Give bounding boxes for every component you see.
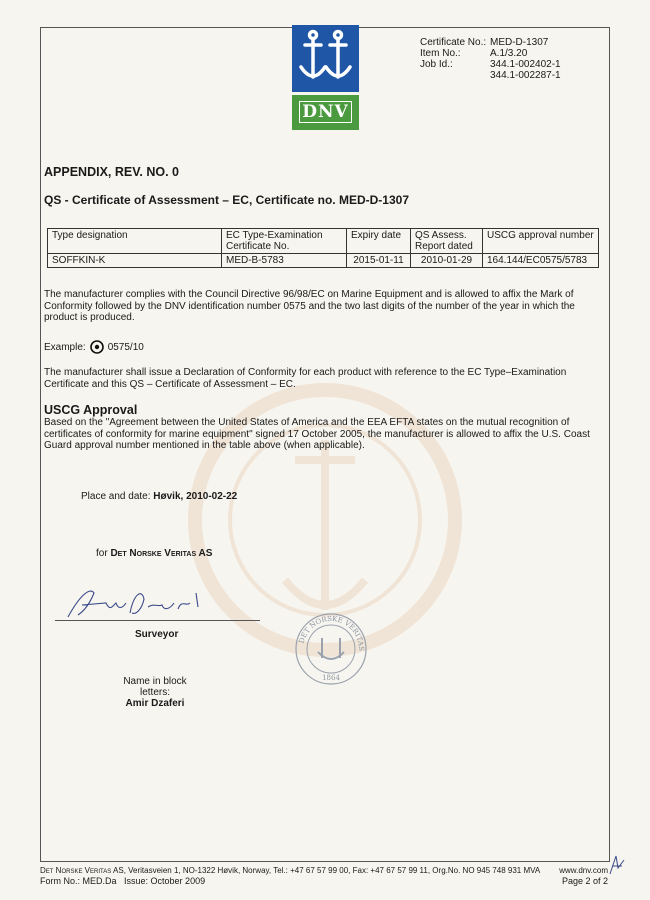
for-prefix: for (96, 548, 108, 559)
place-date-value: Høvik, 2010-02-22 (153, 491, 238, 502)
job-id-value-1: 344.1-002402-1 (490, 59, 561, 70)
declaration-paragraph: The manufacturer shall issue a Declaration of Conformity for each product with reference to the EC Type–Examination Certificate and this QS – Certificate of Assessment – EC. (44, 367, 567, 390)
certificate-info (420, 37, 561, 81)
place-date-label: Place and date: (81, 491, 151, 502)
example-mark: 0575/10 (107, 341, 144, 353)
example-line (44, 340, 144, 354)
table-header: Type designation (48, 229, 222, 254)
item-no-value: A.1/3.20 (490, 48, 528, 59)
table-header: Expiry date (347, 229, 411, 254)
dnv-logo (292, 25, 359, 130)
name-block-name: Amir Dzaferi (125, 698, 185, 709)
for-company-line (96, 548, 212, 559)
product-table (47, 228, 599, 268)
table-cell: MED-B-5783 (222, 254, 347, 268)
footer-address-line: Det Norske Veritas AS, Veritasveien 1, NO-1322 Høvik, Norway, Tel.: +47 67 57 99 00, Fax: +47 67 57 99 11, Org.No. NO 945 748 931 MVA (40, 866, 541, 875)
conformity-paragraph: The manufacturer complies with the Council Directive 96/98/EC on Marine Equipment and is allowed to affix the Mark of Conformity followed by the DNV identification number 0575 and the two last digits of the number of the year in which the product is produced. (44, 289, 575, 323)
footer-website: www.dnv.com (559, 866, 608, 875)
cert-no-value: MED-D-1307 (490, 37, 549, 48)
table-header: EC Type-Examination Certificate No. (222, 229, 347, 254)
initials-mark (606, 852, 628, 878)
place-and-date (81, 491, 237, 502)
footer (40, 866, 608, 886)
certificate-title: QS - Certificate of Assessment – EC, Certificate no. MED-D-1307 (44, 193, 409, 207)
uscg-heading: USCG Approval (44, 403, 138, 417)
table-cell: 2010-01-29 (411, 254, 483, 268)
table-header: USCG approval number (483, 229, 599, 254)
name-block (107, 676, 203, 709)
table-cell: 2015-01-11 (347, 254, 411, 268)
dnv-wordmark: DNV (292, 95, 359, 130)
appendix-heading: APPENDIX, REV. NO. 0 (44, 165, 179, 179)
footer-page-number: Page 2 of 2 (561, 876, 608, 886)
footer-form-info: Form No.: MED.Da Issue: October 2009 (40, 876, 206, 886)
svg-text:DET NORSKE VERITAS: DET NORSKE VERITAS (297, 614, 366, 652)
table-cell: SOFFKIN-K (48, 254, 222, 268)
name-block-label: Name in block letters: (123, 676, 187, 698)
table-header-row (48, 229, 599, 254)
company-name: Det Norske Veritas AS (110, 548, 213, 559)
cert-no-label: Certificate No.: (420, 37, 487, 48)
wheel-mark-icon (90, 340, 104, 354)
table-row (48, 254, 599, 268)
svg-text:1864: 1864 (322, 674, 340, 682)
signature-line (55, 620, 260, 621)
surveyor-signature (60, 585, 210, 625)
table-cell: 164.144/EC0575/5783 (483, 254, 599, 268)
table-header: QS Assess. Report dated (411, 229, 483, 254)
uscg-paragraph: Based on the "Agreement between the United States of America and the EEA EFTA states on the mutual recognition of certificates of conformity for marine equipment" signed 17 October 2005, the manufacturer is allowed to affix the U.S. Coast Guard approval number mentioned in the table above (when applicable). (44, 417, 590, 451)
dnv-embossed-seal (294, 612, 368, 686)
anchor-icon (292, 25, 359, 92)
example-label: Example: (44, 341, 86, 353)
job-id-label: Job Id.: (420, 59, 453, 70)
item-no-label: Item No.: (420, 48, 461, 59)
job-id-value-2: 344.1-002287-1 (490, 70, 561, 81)
surveyor-label: Surveyor (135, 629, 179, 640)
